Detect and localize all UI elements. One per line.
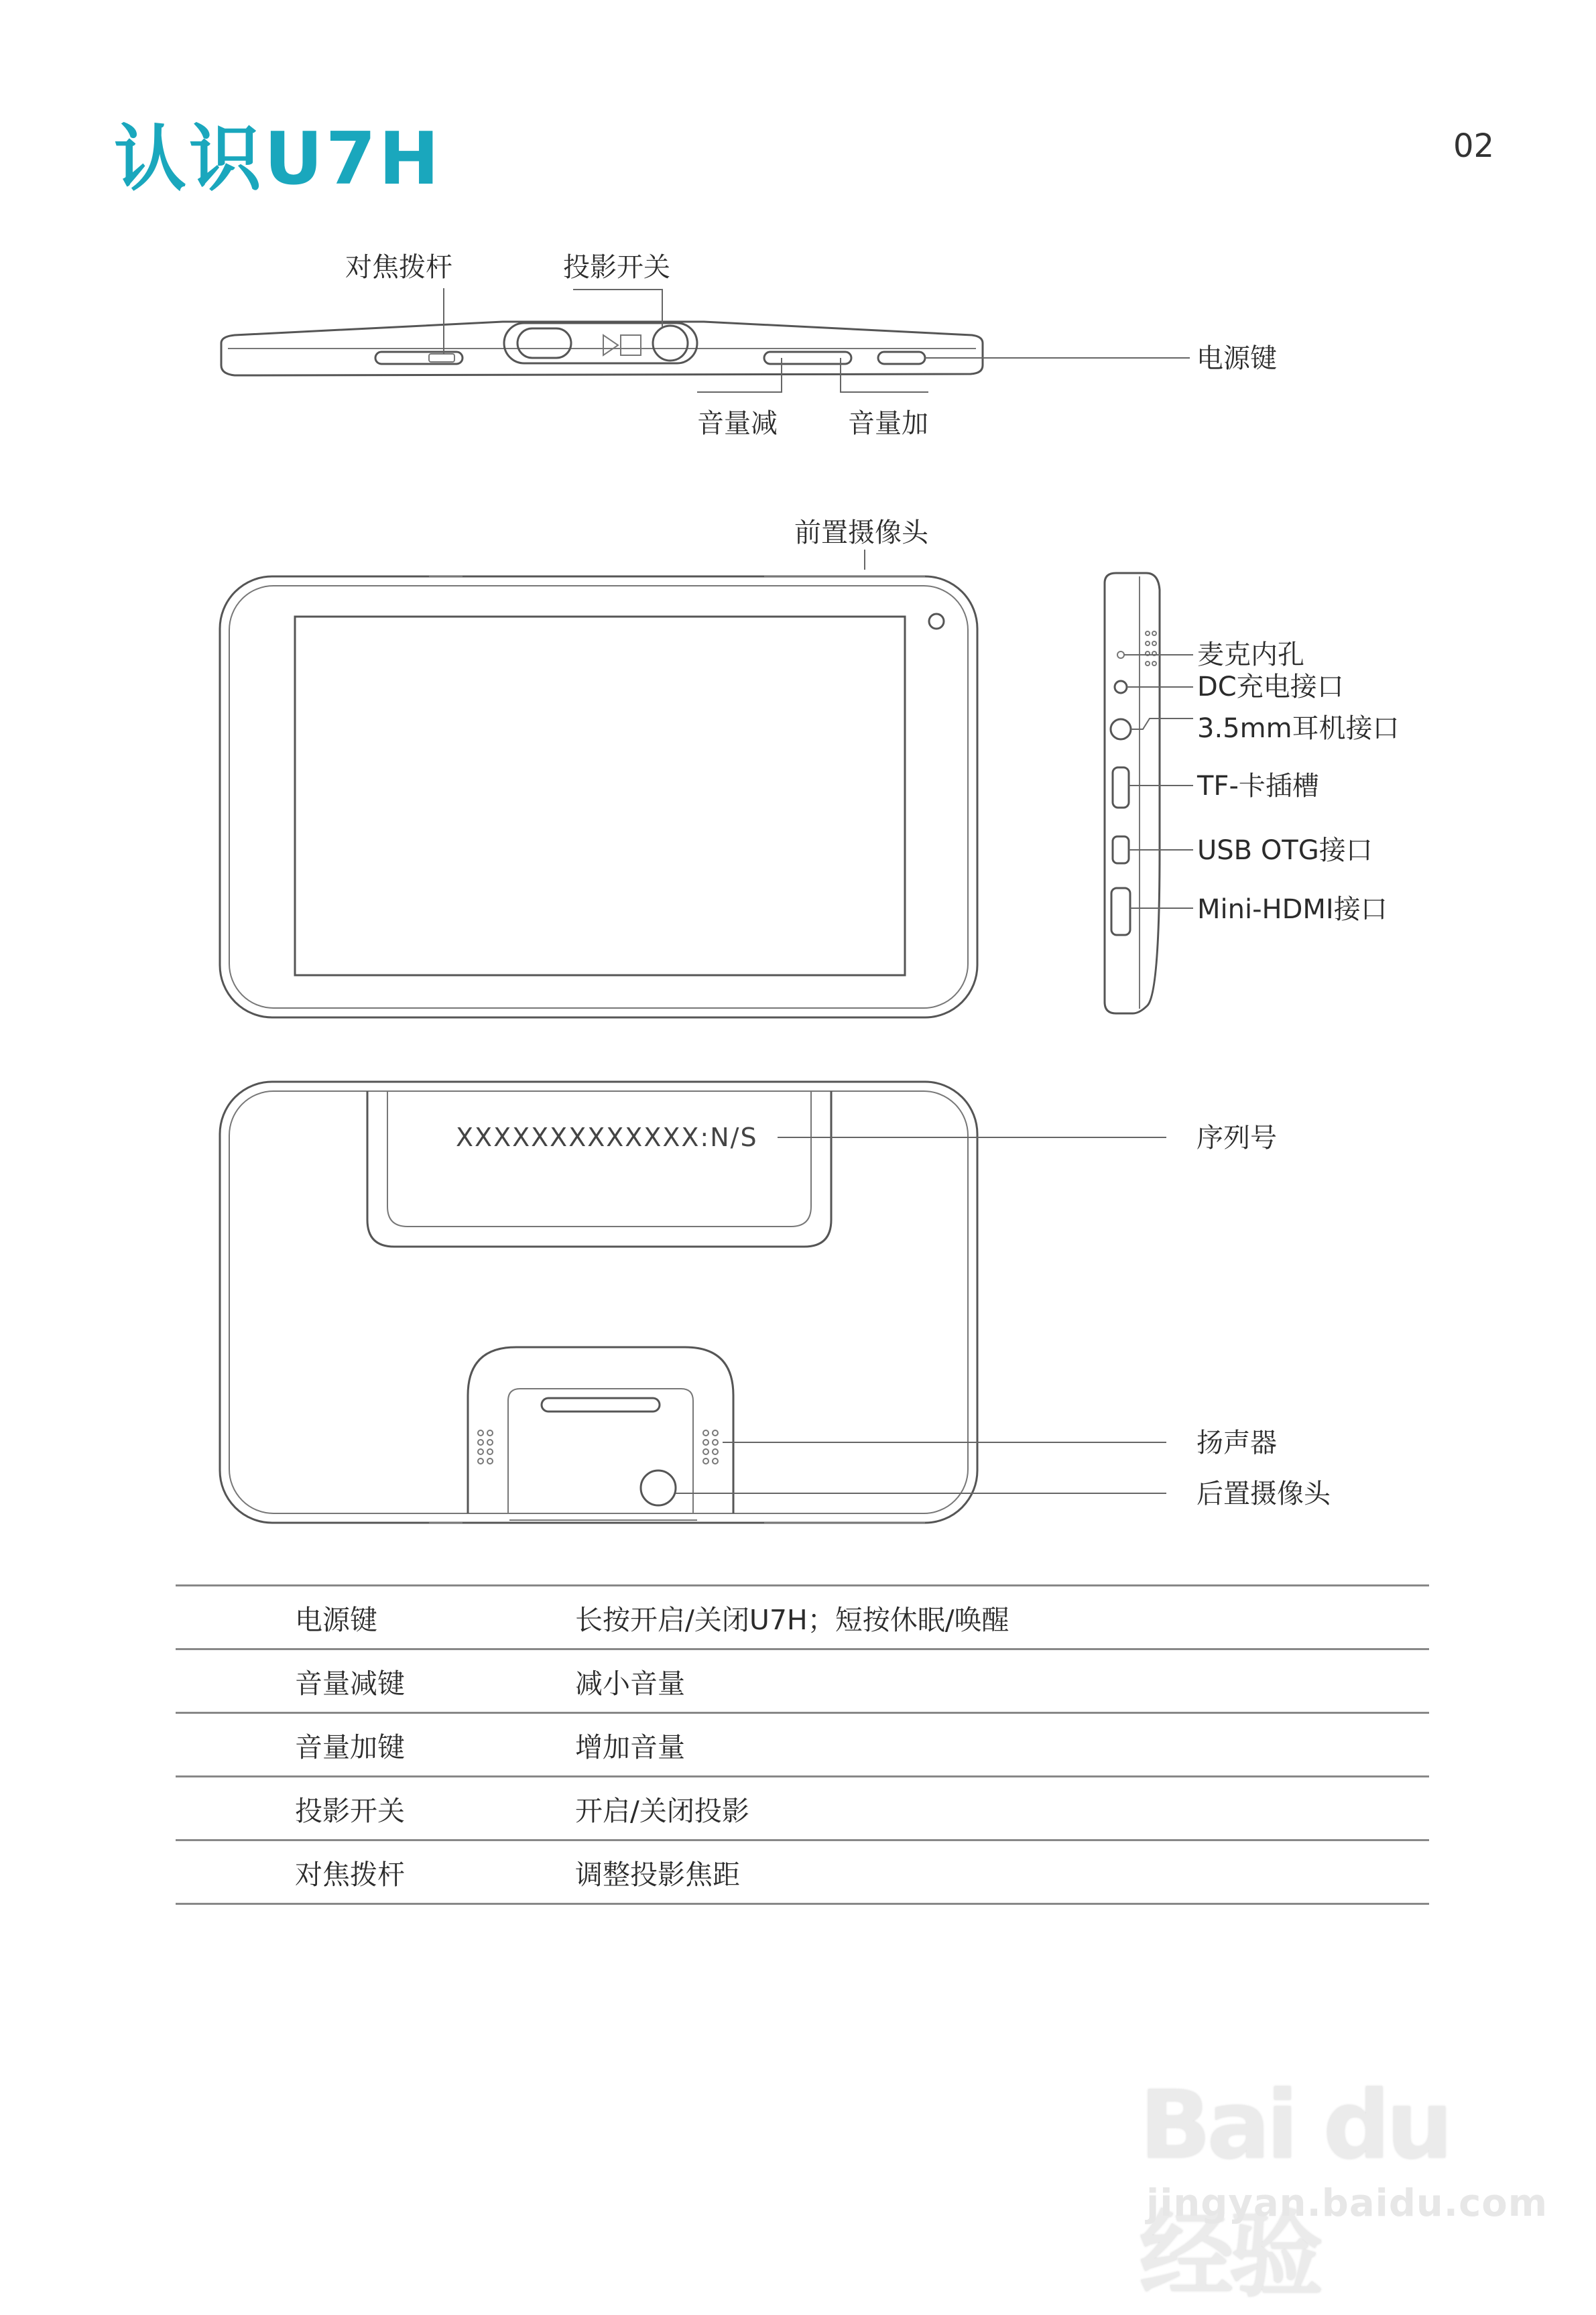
tf-slot [1113, 767, 1129, 808]
baidu-watermark [1140, 2031, 1548, 2310]
spec-table [176, 1584, 1429, 1905]
speaker-right [703, 1430, 718, 1464]
row-desc: 减小音量 [454, 1649, 1429, 1713]
row-desc: 开启/关闭投影 [454, 1777, 1429, 1840]
label-focus-lever: 对焦拨杆 [345, 252, 452, 283]
label-rear-camera: 后置摄像头 [1196, 1479, 1331, 1509]
label-hdmi: Mini-HDMI接口 [1197, 894, 1388, 925]
back-view [220, 1082, 1331, 1523]
label-tf: TF-卡插槽 [1197, 771, 1319, 802]
stand-slot [542, 1398, 660, 1412]
volume-down-button [764, 352, 851, 364]
label-dc: DC充电接口 [1197, 672, 1344, 702]
row-name: 音量减键 [176, 1649, 454, 1713]
row-desc: 调整投影焦距 [454, 1840, 1429, 1904]
front-view [220, 517, 977, 1017]
row-name: 电源键 [176, 1586, 454, 1649]
label-volume-up: 音量加 [848, 408, 928, 439]
row-desc: 长按开启/关闭U7H；短按休眠/唤醒 [454, 1586, 1429, 1649]
row-name: 投影开关 [176, 1777, 454, 1840]
label-serial: 序列号 [1196, 1123, 1277, 1153]
front-screen [295, 617, 905, 975]
table-row [176, 1713, 1429, 1777]
row-name: 对焦拨杆 [176, 1840, 454, 1904]
label-front-camera: 前置摄像头 [794, 517, 928, 548]
power-key [878, 352, 925, 364]
row-name: 音量加键 [176, 1713, 454, 1777]
label-volume-down: 音量减 [697, 408, 778, 439]
dc-port [1115, 681, 1127, 693]
watermark-url: jingyan.baidu.com [1146, 2182, 1548, 2225]
front-camera [929, 614, 944, 629]
label-projection-switch: 投影开关 [563, 252, 670, 283]
page-title: 认识U7H [114, 117, 442, 201]
label-power-key: 电源键 [1196, 343, 1277, 374]
hdmi-port [1111, 888, 1130, 935]
serial-text: XXXXXXXXXXXXX:N/S [456, 1123, 758, 1152]
table-row [176, 1840, 1429, 1904]
table-row [176, 1777, 1429, 1840]
side-view [1105, 573, 1400, 1013]
table-row [176, 1649, 1429, 1713]
rear-camera [641, 1471, 676, 1505]
label-earphone: 3.5mm耳机接口 [1197, 713, 1400, 744]
label-mic: 麦克内孔 [1197, 639, 1304, 670]
label-speaker: 扬声器 [1196, 1428, 1277, 1458]
front-view-body [220, 576, 977, 1017]
usb-port [1113, 836, 1129, 863]
table-row [176, 1586, 1429, 1649]
earphone-jack [1111, 719, 1131, 739]
row-desc: 增加音量 [454, 1713, 1429, 1777]
label-usb: USB OTG接口 [1197, 835, 1373, 866]
speaker-left [478, 1430, 493, 1464]
top-view [221, 252, 1277, 439]
back-top-panel [367, 1091, 831, 1247]
page-number: 02 [1453, 127, 1495, 165]
watermark-brand: Bai du 经验 [1140, 2071, 1449, 2310]
